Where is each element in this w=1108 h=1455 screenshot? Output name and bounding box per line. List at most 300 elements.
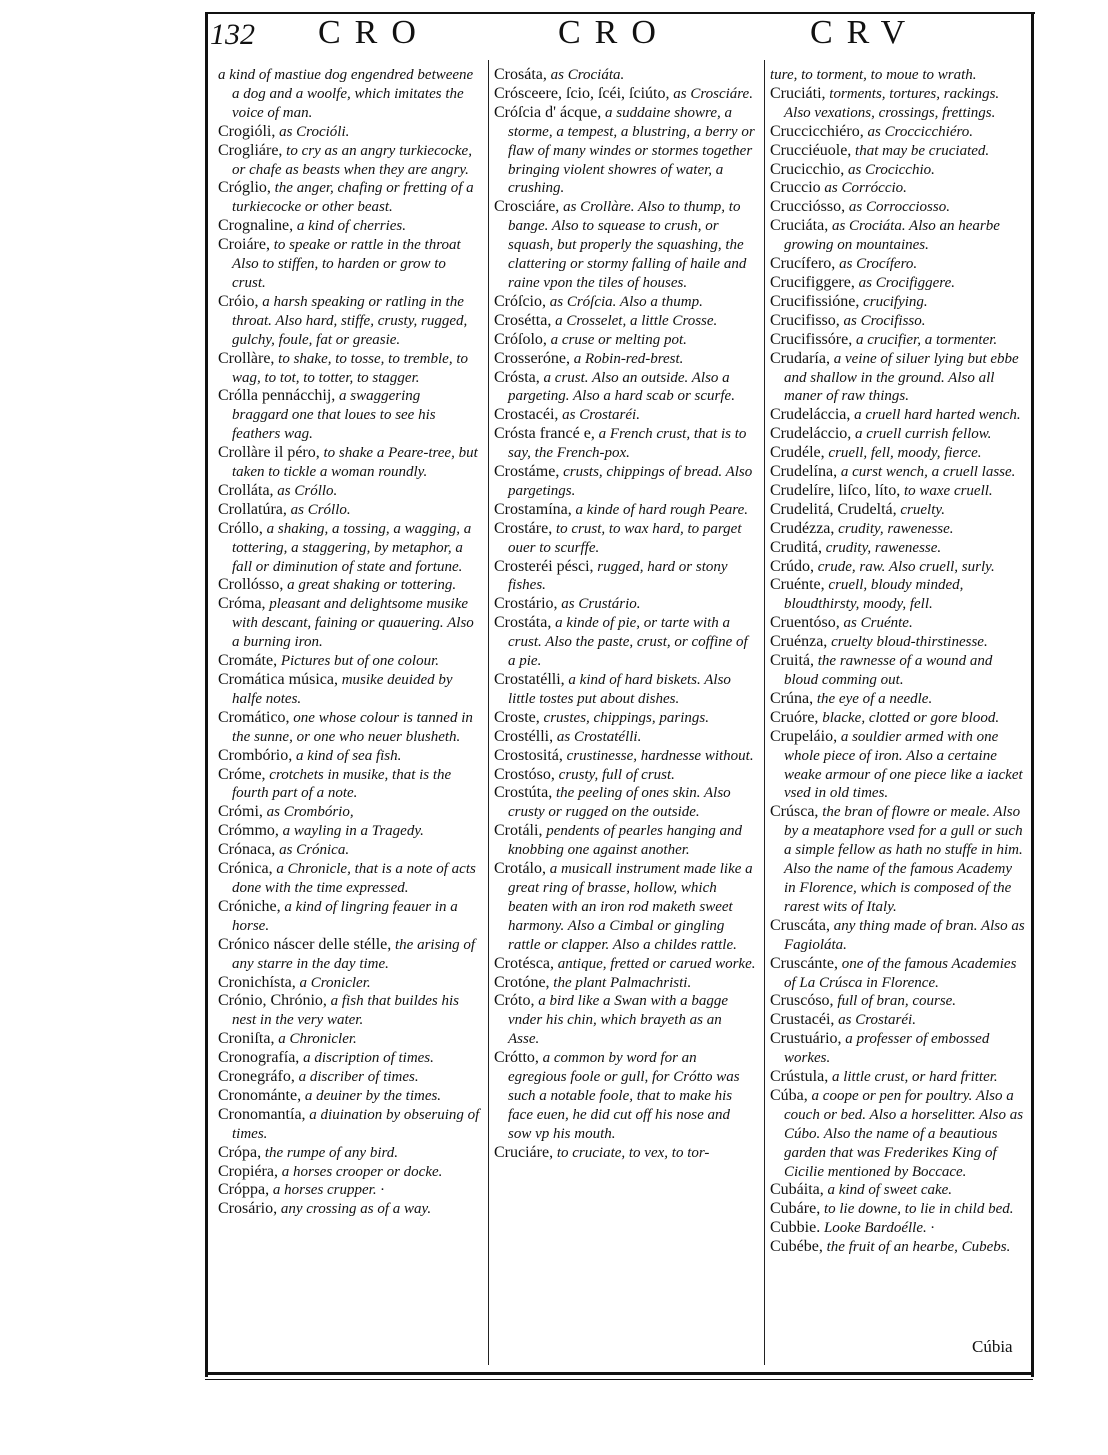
dictionary-entry bbox=[770, 709, 1026, 728]
entry-definition: full of bran, course. bbox=[837, 993, 957, 1010]
left-rule bbox=[205, 12, 208, 1377]
entry-definition: as Crociáta. bbox=[550, 67, 625, 83]
entry-headword: Cronografía, bbox=[218, 1049, 300, 1067]
entry-headword: Cruentóso, bbox=[770, 614, 840, 632]
dictionary-entry bbox=[218, 992, 480, 1030]
entry-definition: to waxe cruell. bbox=[903, 482, 993, 499]
entry-headword: Cromática música, bbox=[218, 671, 338, 688]
entry-headword: Crópa, bbox=[218, 1143, 262, 1161]
entry-definition: the bran of flowre or meale. Also by a meataphore vsed for a gull or such a simple fellow as hath no stuffe in him. Also the name of the famous Academy in Florence, which is composed of the rarest wits of Italy. bbox=[784, 804, 1023, 915]
entry-definition: as Crostatélli. bbox=[556, 728, 642, 745]
entry-headword: Cronichísta, bbox=[218, 973, 296, 991]
page-number: 132 bbox=[210, 18, 255, 51]
dictionary-entry bbox=[770, 992, 1026, 1011]
dictionary-entry bbox=[770, 520, 1026, 539]
dictionary-entry bbox=[770, 179, 1026, 198]
entry-definition: crusty, full of crust. bbox=[558, 766, 675, 783]
entry-definition: as Corrocciosso. bbox=[848, 199, 950, 216]
entry-definition: as Crónica. bbox=[279, 842, 350, 859]
entry-headword: Cruscóso, bbox=[770, 992, 834, 1010]
dictionary-entry bbox=[218, 936, 480, 974]
entry-headword: Crucifissióne, bbox=[770, 292, 860, 310]
dictionary-entry bbox=[218, 66, 480, 123]
entry-headword: Crostélli, bbox=[494, 727, 554, 745]
entry-definition: that may be cruciated. bbox=[855, 142, 990, 159]
entry-headword: Crudeláccio, bbox=[770, 425, 852, 443]
dictionary-entry bbox=[770, 406, 1026, 425]
entry-definition: a coope or pen for poultry. Also a couch or bed. Also a horselitter. Also as Cúbo. Also the name of a beautious garden that was Frederikes King of Cicilie mentioned by Boccace. bbox=[784, 1087, 1024, 1180]
entry-definition: as Crustário. bbox=[561, 596, 641, 613]
entry-definition: as Crocifiggere. bbox=[858, 274, 955, 291]
dictionary-entry bbox=[218, 1049, 480, 1068]
entry-definition: a cruell currish fellow. bbox=[855, 426, 992, 443]
entry-headword: Crucciósso, bbox=[770, 198, 846, 216]
entry-definition: as Crostaréi. bbox=[562, 407, 640, 424]
dictionary-entry bbox=[218, 822, 480, 841]
dictionary-entry bbox=[494, 331, 756, 350]
dictionary-column-2 bbox=[494, 66, 756, 1163]
entry-definition: as Crostaréi. bbox=[838, 1012, 916, 1029]
entry-definition: cruelty bloud-thirstinesse. bbox=[831, 634, 988, 651]
entry-definition: a discription of times. bbox=[303, 1050, 434, 1067]
entry-headword: Cromáte, bbox=[218, 652, 278, 670]
entry-headword: Crostúta, bbox=[494, 784, 553, 802]
catchword: Cúbia bbox=[972, 1337, 1013, 1356]
dictionary-entry bbox=[770, 1087, 1026, 1182]
dictionary-entry bbox=[218, 747, 480, 766]
dictionary-entry bbox=[770, 1219, 1026, 1238]
entry-headword: Cubbie. bbox=[770, 1219, 821, 1237]
entry-headword: Crosáta, bbox=[494, 66, 547, 83]
dictionary-entry bbox=[218, 576, 480, 595]
dictionary-entry bbox=[770, 85, 1026, 123]
entry-definition: to speake or rattle in the throat Also to stiffen, to harden or grow to crust. bbox=[232, 237, 461, 291]
entry-headword: Cróma, bbox=[218, 595, 266, 613]
entry-definition: a great shaking or tottering. bbox=[287, 577, 457, 594]
entry-definition: a Chronicler. bbox=[278, 1031, 357, 1048]
entry-definition: the arising of any starre in the day time. bbox=[232, 936, 476, 972]
entry-definition: cruell, fell, moody, fierce. bbox=[828, 445, 982, 462]
entry-definition: ture, to torment, to moue to wrath. bbox=[770, 67, 977, 83]
dictionary-entry bbox=[218, 860, 480, 898]
entry-headword: Crustacéi, bbox=[770, 1011, 835, 1029]
entry-definition: the anger, chafing or fretting of a turkiecocke or other beast. bbox=[232, 180, 474, 216]
entry-definition: a wayling in a Tragedy. bbox=[282, 823, 424, 840]
entry-definition: Looke Bardoélle. · bbox=[823, 1220, 935, 1237]
dictionary-entry bbox=[770, 142, 1026, 161]
dictionary-entry bbox=[770, 312, 1026, 331]
entry-definition: as Cróllo. bbox=[290, 501, 351, 518]
entry-headword: Cronegráfo, bbox=[218, 1068, 295, 1086]
entry-definition: as Cróſcia. Also a thump. bbox=[549, 293, 703, 310]
entry-definition: one whose colour is tanned in the sunne, or one who neuer blusheth. bbox=[232, 709, 473, 745]
dictionary-entry bbox=[770, 161, 1026, 180]
dictionary-entry bbox=[218, 1200, 480, 1219]
entry-definition: a kinde of pie, or tarte with a crust. Also the paste, crust, or coffine of a pie. bbox=[508, 615, 748, 670]
dictionary-entry bbox=[494, 312, 756, 331]
entry-definition: a kind of hard biskets. Also little tostes put about dishes. bbox=[508, 672, 731, 707]
entry-definition: a harsh speaking or ratling in the throat. Also hard, stiffe, crusty, rugged, gulchy, foule, fat or greasie. bbox=[232, 293, 468, 348]
entry-definition: to shake, to tosse, to tremble, to wag, to tot, to totter, to stagger. bbox=[232, 350, 469, 386]
entry-headword: Crosário, bbox=[218, 1200, 278, 1218]
dictionary-entry bbox=[494, 747, 756, 766]
right-rule bbox=[1031, 12, 1034, 1377]
entry-headword: Cróniche, bbox=[218, 897, 281, 915]
dictionary-entry bbox=[770, 350, 1026, 407]
dictionary-entry bbox=[494, 85, 756, 104]
entry-definition: the eye of a needle. bbox=[816, 690, 933, 707]
dictionary-entry bbox=[494, 766, 756, 785]
entry-headword: Cróſolo, bbox=[494, 330, 547, 348]
dictionary-entry bbox=[494, 350, 756, 369]
entry-headword: Cruscánte, bbox=[770, 954, 838, 972]
dictionary-entry bbox=[494, 198, 756, 293]
entry-definition: as Crollàre. Also to thump, to bange. Also to squease to crush, or squash, but properly the squashing, the clattering or stormy falling of haile and raine vpon the tiles of houses. bbox=[508, 199, 747, 291]
entry-headword: Cúba, bbox=[770, 1086, 808, 1104]
entry-definition: a kind of sea fish. bbox=[295, 747, 402, 764]
entry-definition: a horses crupper. · bbox=[272, 1182, 385, 1199]
entry-headword: Crucicchio, bbox=[770, 160, 845, 178]
entry-headword: Crucifisso, bbox=[770, 311, 840, 329]
dictionary-entry bbox=[770, 255, 1026, 274]
entry-headword: Crudelitá, Crudeltá, bbox=[770, 500, 897, 518]
entry-headword: Crupeláio, bbox=[770, 727, 838, 745]
entry-headword: Crónaca, bbox=[218, 841, 276, 859]
entry-headword: Crudelína, bbox=[770, 463, 838, 481]
entry-headword: Croiáre, bbox=[218, 236, 270, 254]
entry-headword: Cubáita, bbox=[770, 1181, 824, 1199]
entry-headword: Cruénza, bbox=[770, 633, 828, 651]
dictionary-entry bbox=[218, 841, 480, 860]
entry-definition: the fruit of an hearbe, Cubebs. bbox=[826, 1239, 1011, 1256]
entry-definition: crudity, rawenesse. bbox=[825, 539, 942, 556]
dictionary-entry bbox=[494, 369, 756, 407]
entry-definition: a curst wench, a cruell lasse. bbox=[840, 464, 1016, 481]
entry-definition: the peeling of ones skin. Also crusty or rugged on the outside. bbox=[508, 785, 731, 821]
dictionary-entry bbox=[770, 444, 1026, 463]
entry-headword: Crogliáre, bbox=[218, 141, 283, 159]
entry-definition: cruelty. bbox=[900, 501, 945, 518]
dictionary-entry bbox=[218, 236, 480, 293]
dictionary-entry bbox=[770, 123, 1026, 142]
dictionary-entry bbox=[494, 66, 756, 85]
entry-headword: Crósta francé e, bbox=[494, 425, 595, 443]
entry-definition: a kind of mastiue dog engendred betweene a dog and a woolfe, which imitates the voice of man. bbox=[218, 67, 474, 121]
dictionary-entry bbox=[494, 425, 756, 463]
entry-headword: Crudelíre, liſco, líto, bbox=[770, 481, 901, 499]
dictionary-entry bbox=[218, 387, 480, 444]
entry-headword: Crudéle, bbox=[770, 444, 825, 462]
entry-headword: Cróto, bbox=[494, 992, 535, 1010]
dictionary-entry bbox=[770, 955, 1026, 993]
entry-definition: a common by word for an egregious foole or gull, for Crótto was such a notable foole, that to make his face euen, he did cut off his nose and sow vp his mouth. bbox=[508, 1050, 740, 1142]
dictionary-entry bbox=[494, 501, 756, 520]
entry-headword: Crotóne, bbox=[494, 973, 550, 991]
entry-headword: Crótto, bbox=[494, 1049, 539, 1067]
entry-headword: Cromático, bbox=[218, 708, 290, 726]
entry-definition: a bird like a Swan with a bagge vnder his chin, which brayeth as an Asse. bbox=[508, 993, 729, 1048]
entry-headword: Crollósso, bbox=[218, 576, 284, 594]
dictionary-entry bbox=[494, 104, 756, 199]
entry-definition: to cruciate, to vex, to tor- bbox=[556, 1144, 710, 1161]
entry-definition: as Crombório, bbox=[266, 804, 354, 821]
dictionary-entry bbox=[218, 1163, 480, 1182]
entry-definition: a Robin-red-brest. bbox=[573, 350, 684, 367]
entry-headword: Cruciáta, bbox=[770, 217, 829, 235]
entry-headword: Crostamína, bbox=[494, 500, 572, 518]
entry-definition: as Cruénte. bbox=[843, 615, 913, 632]
dictionary-entry bbox=[494, 709, 756, 728]
entry-headword: Cróſcia d' ácque, bbox=[494, 103, 602, 121]
entry-headword: Crómmo, bbox=[218, 822, 279, 840]
dictionary-entry bbox=[218, 709, 480, 747]
dictionary-entry bbox=[770, 217, 1026, 255]
entry-headword: Crúna, bbox=[770, 689, 814, 707]
dictionary-entry bbox=[218, 520, 480, 577]
entry-headword: Cróme, bbox=[218, 765, 266, 783]
dictionary-entry bbox=[218, 671, 480, 709]
entry-definition: a discriber of times. bbox=[298, 1069, 419, 1086]
entry-definition: to shake a Peare-tree, but taken to tickle a woman roundly. bbox=[232, 445, 478, 481]
entry-headword: Crúdo, bbox=[770, 557, 814, 575]
entry-definition: torments, tortures, rackings. Also vexations, crossings, frettings. bbox=[784, 85, 1000, 121]
dictionary-entry bbox=[218, 179, 480, 217]
entry-headword: Crucciéuole, bbox=[770, 141, 852, 159]
entry-headword: Crónica, bbox=[218, 860, 273, 878]
dictionary-entry bbox=[494, 974, 756, 993]
entry-definition: a cruell hard harted wench. bbox=[854, 407, 1021, 424]
entry-definition: crudity, rawenesse. bbox=[838, 520, 954, 537]
entry-definition: a kinde of hard rough Peare. bbox=[575, 501, 748, 518]
dictionary-column-3 bbox=[770, 66, 1026, 1257]
dictionary-entry bbox=[218, 482, 480, 501]
entry-definition: a crust. Also an outside. Also a pargeting. Also a hard scab or scurfe. bbox=[508, 369, 735, 405]
dictionary-entry bbox=[218, 974, 480, 993]
entry-definition: any crossing as of a way. bbox=[280, 1201, 432, 1218]
entry-headword: Cruciáti, bbox=[770, 84, 826, 102]
entry-headword: Crudézza, bbox=[770, 519, 835, 537]
entry-definition: to lie downe, to lie in child bed. bbox=[823, 1201, 1014, 1218]
dictionary-entry bbox=[770, 482, 1026, 501]
entry-definition: pendents of pearles hanging and knobbing one against another. bbox=[508, 823, 743, 859]
dictionary-entry bbox=[770, 1200, 1026, 1219]
dictionary-entry bbox=[770, 576, 1026, 614]
dictionary-entry bbox=[770, 690, 1026, 709]
entry-definition: crustinesse, hardnesse without. bbox=[566, 747, 754, 764]
entry-headword: Crogióli, bbox=[218, 122, 276, 140]
running-head-right: CRV bbox=[810, 14, 920, 51]
entry-headword: Crósceere, ſcio, ſcéi, ſciúto, bbox=[494, 84, 670, 102]
entry-definition: a professer of embossed workes. bbox=[784, 1031, 990, 1067]
entry-headword: Cruénte, bbox=[770, 576, 825, 594]
entry-headword: Crónico náscer delle stélle, bbox=[218, 935, 392, 953]
entry-headword: Crostáre, bbox=[494, 519, 553, 537]
entry-definition: antique, fretted or carued worke. bbox=[557, 955, 756, 972]
entry-headword: Crúsca, bbox=[770, 803, 819, 821]
entry-definition: a French crust, that is to say, the French-pox. bbox=[508, 426, 747, 462]
entry-headword: Crudeláccia, bbox=[770, 406, 851, 424]
entry-headword: Cróſcio, bbox=[494, 292, 546, 310]
dictionary-entry bbox=[770, 917, 1026, 955]
dictionary-entry bbox=[218, 1144, 480, 1163]
entry-headword: Cruóre, bbox=[770, 708, 819, 726]
entry-headword: Crólla pennácchij, bbox=[218, 387, 336, 405]
entry-headword: Crotáli, bbox=[494, 822, 543, 840]
entry-headword: Crosteréi pésci, bbox=[494, 557, 594, 575]
entry-headword: Cruccio bbox=[770, 179, 821, 197]
entry-definition: blacke, clotted or gore blood. bbox=[822, 709, 1000, 726]
entry-headword: Crucífero, bbox=[770, 255, 836, 273]
entry-definition: crustes, chippings, parings. bbox=[543, 709, 709, 726]
dictionary-entry bbox=[494, 822, 756, 860]
dictionary-entry bbox=[494, 1049, 756, 1144]
entry-definition: a kind of sweet cake. bbox=[827, 1182, 953, 1199]
entry-headword: Crónio, Chrónio, bbox=[218, 992, 327, 1010]
dictionary-entry bbox=[770, 558, 1026, 577]
entry-headword: Crudaría, bbox=[770, 349, 830, 367]
entry-headword: Crustuário, bbox=[770, 1030, 842, 1048]
entry-definition: crusts, chippings of bread. Also pargetings. bbox=[508, 464, 753, 499]
bottom-rule-thin bbox=[205, 1379, 1033, 1380]
dictionary-column-1 bbox=[218, 66, 480, 1219]
dictionary-entry bbox=[770, 293, 1026, 312]
entry-headword: Crósta, bbox=[494, 368, 540, 386]
column-rule-2 bbox=[764, 60, 765, 1365]
entry-definition: to cry as an angry turkiecocke, or chafe as beasts when they are angry. bbox=[232, 142, 472, 178]
dictionary-entry bbox=[770, 1030, 1026, 1068]
dictionary-entry bbox=[770, 463, 1026, 482]
dictionary-entry bbox=[770, 652, 1026, 690]
entry-definition: cruell, bloudy minded, bloudthirsty, moody, fell. bbox=[784, 577, 964, 613]
entry-headword: Crómi, bbox=[218, 803, 263, 821]
entry-definition: a diuination by obseruing of times. bbox=[232, 1106, 480, 1142]
dictionary-entry bbox=[218, 898, 480, 936]
dictionary-entry bbox=[770, 633, 1026, 652]
dictionary-entry bbox=[770, 331, 1026, 350]
dictionary-entry bbox=[494, 406, 756, 425]
dictionary-entry bbox=[218, 803, 480, 822]
entry-definition: a horses crooper or docke. bbox=[281, 1163, 443, 1180]
entry-headword: Cróglio, bbox=[218, 179, 271, 197]
entry-headword: Crústula, bbox=[770, 1068, 829, 1086]
dictionary-entry bbox=[770, 66, 1026, 85]
entry-definition: a little crust, or hard fritter. bbox=[831, 1069, 998, 1086]
dictionary-entry bbox=[770, 728, 1026, 804]
dictionary-entry bbox=[494, 955, 756, 974]
entry-definition: as Corróccio. bbox=[824, 180, 907, 197]
entry-definition: a veine of siluer lying but ebbe and shallow in the ground. Also all maner of raw things. bbox=[784, 350, 1019, 405]
entry-definition: a suddaine showre, a storme, a tempest, a blustring, a berry or flaw of many windes or stormes together bringing violent showres of water, a crushing. bbox=[508, 104, 755, 197]
entry-headword: Crucifissóre, bbox=[770, 330, 853, 348]
dictionary-entry bbox=[494, 671, 756, 709]
entry-definition: as Cróllo. bbox=[277, 482, 338, 499]
entry-definition: to crust, to wax hard, to parget ouer to scurffe. bbox=[508, 520, 742, 556]
entry-headword: Crotálo, bbox=[494, 860, 546, 878]
dictionary-entry bbox=[494, 992, 756, 1049]
entry-definition: a Chronicle, that is a note of acts done with the time expressed. bbox=[232, 861, 476, 896]
entry-headword: Cróllo, bbox=[218, 519, 263, 537]
dictionary-entry bbox=[218, 444, 480, 482]
entry-headword: Crostóso, bbox=[494, 765, 555, 783]
entry-definition: as Crocifisso. bbox=[843, 312, 926, 329]
bottom-rule bbox=[205, 1372, 1033, 1375]
dictionary-entry bbox=[770, 1011, 1026, 1030]
entry-headword: Crostáme, bbox=[494, 463, 560, 481]
dictionary-entry bbox=[218, 123, 480, 142]
entry-definition: a Cronicler. bbox=[299, 974, 371, 991]
entry-definition: as Crocífero. bbox=[839, 256, 918, 273]
entry-definition: as Crocicchio. bbox=[847, 161, 935, 178]
dictionary-entry bbox=[494, 860, 756, 955]
entry-definition: crude, raw. Also cruell, surly. bbox=[817, 558, 995, 575]
entry-headword: Crognaline, bbox=[218, 217, 294, 235]
entry-headword: Crostáta, bbox=[494, 614, 552, 632]
entry-headword: Crollàre il péro, bbox=[218, 444, 320, 462]
dictionary-entry bbox=[494, 293, 756, 312]
running-head-left: CRO bbox=[318, 14, 430, 51]
entry-headword: Crombório, bbox=[218, 746, 293, 764]
entry-headword: Crollatúra, bbox=[218, 500, 287, 518]
entry-definition: a deuiner by the times. bbox=[304, 1087, 442, 1104]
entry-headword: Croniſta, bbox=[218, 1030, 275, 1048]
dictionary-entry bbox=[218, 1068, 480, 1087]
entry-headword: Cróio, bbox=[218, 292, 259, 310]
entry-definition: any thing made of bran. Also as Fagioláta. bbox=[784, 917, 1025, 953]
column-rule-1 bbox=[488, 60, 489, 1365]
dictionary-entry bbox=[494, 558, 756, 596]
entry-headword: Cruitá, bbox=[770, 652, 814, 670]
entry-definition: as Crosciáre. bbox=[673, 85, 753, 102]
entry-definition: Pictures but of one colour. bbox=[280, 653, 440, 670]
dictionary-entry bbox=[218, 1106, 480, 1144]
dictionary-entry bbox=[494, 728, 756, 747]
dictionary-entry bbox=[770, 425, 1026, 444]
dictionary-entry bbox=[494, 463, 756, 501]
entry-headword: Cróppa, bbox=[218, 1181, 270, 1199]
entry-definition: a crucifier, a tormenter. bbox=[855, 331, 998, 348]
entry-headword: Crostário, bbox=[494, 595, 558, 613]
dictionary-entry bbox=[218, 1087, 480, 1106]
entry-definition: pleasant and delightsome musike with descant, faining or quauering. Also a burning iron. bbox=[232, 596, 474, 651]
dictionary-entry bbox=[770, 614, 1026, 633]
dictionary-entry bbox=[494, 520, 756, 558]
entry-headword: Croste, bbox=[494, 708, 540, 726]
dictionary-entry bbox=[218, 501, 480, 520]
entry-definition: a musicall instrument made like a great ring of brasse, hollow, which beaten with an iron rod maketh sweet harmony. Also a Cimbal or gingling rattle or clapper. Also a childes rattle. bbox=[508, 861, 753, 953]
dictionary-entry bbox=[770, 198, 1026, 217]
entry-definition: musike deuided by halfe notes. bbox=[232, 672, 453, 707]
running-head-center: CRO bbox=[558, 14, 670, 51]
dictionary-entry bbox=[218, 595, 480, 652]
entry-headword: Crolláta, bbox=[218, 481, 274, 499]
entry-definition: a kind of cherries. bbox=[296, 218, 406, 235]
entry-definition: crucifying. bbox=[863, 293, 928, 310]
dictionary-entry bbox=[218, 142, 480, 180]
entry-definition: a swaggering braggard one that loues to see his feathers wag. bbox=[232, 388, 436, 443]
entry-headword: Crosétta, bbox=[494, 311, 552, 329]
dictionary-entry bbox=[494, 1144, 756, 1163]
dictionary-entry bbox=[770, 1181, 1026, 1200]
entry-definition: as Crocióli. bbox=[279, 123, 350, 140]
entry-headword: Cubébe, bbox=[770, 1238, 823, 1256]
dictionary-entry bbox=[494, 614, 756, 671]
entry-definition: as Croccicchiéro. bbox=[867, 123, 974, 140]
entry-headword: Cropiéra, bbox=[218, 1162, 278, 1180]
entry-definition: as Crociáta. Also an hearbe growing on mountaines. bbox=[784, 218, 1000, 254]
entry-headword: Cruccicchiéro, bbox=[770, 122, 864, 140]
entry-definition: the rumpe of any bird. bbox=[264, 1144, 399, 1161]
entry-headword: Crollàre, bbox=[218, 349, 275, 367]
